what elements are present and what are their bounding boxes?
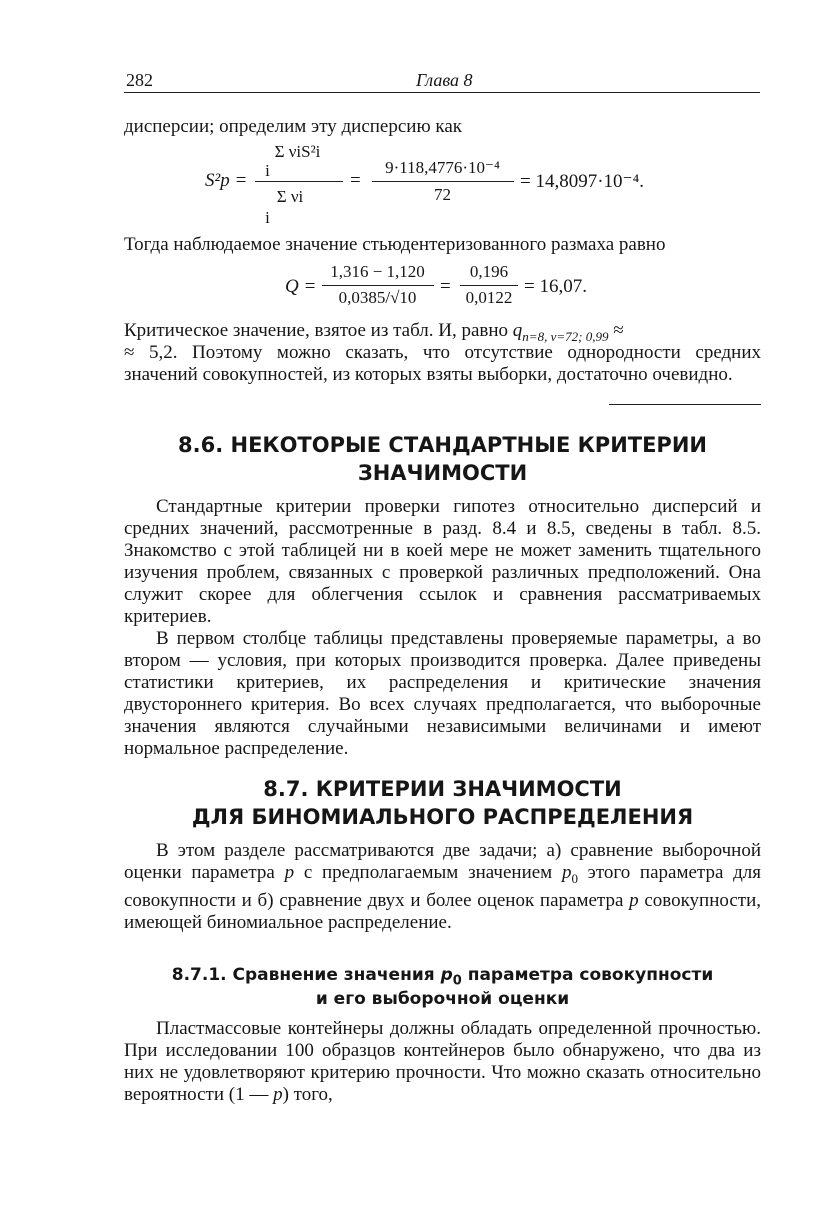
section-8-7-title-1: 8.7. КРИТЕРИИ ЗНАЧИМОСТИ [263, 777, 622, 801]
ss-para-b: ) того, [282, 1084, 333, 1105]
eq1-den1-sub: i [265, 208, 270, 227]
critical-para-rest: ≈ 5,2. Поэтому можно сказать, что отсутствие однородности средних значений совокупностей, из которых взяты выборки, достаточно очевидно. [124, 342, 761, 385]
eq2-eq-sign: = [440, 276, 451, 297]
eq1-fraction-bar-1 [255, 181, 343, 182]
eq2-fraction-bar-2 [460, 285, 518, 286]
section-8-7-title-2: ДЛЯ БИНОМИАЛЬНОГО РАСПРЕДЕЛЕНИЯ [191, 805, 694, 829]
running-head: Глава 8 [416, 70, 473, 90]
eq1-result: = 14,8097·10⁻⁴. [520, 171, 644, 192]
critical-text: Критическое значение, взятое из табл. И, равно [124, 320, 509, 341]
header-rule [124, 92, 760, 93]
eq2-num2: 0,196 [469, 262, 509, 281]
approx-sign: ≈ [613, 320, 624, 341]
section-8-6-para-2: В первом столбце таблицы представлены проверяемые параметры, а во втором — условия, при которых производится проверка. Далее приведены статистики критериев, их распределения и критические значения двустороннего критерия. Во всех случаях предполагается, что выборочные значения являются случайными независимыми величинами и имеют нормальное распределение. [124, 628, 761, 759]
subsection-8-7-1-para-1 [124, 1018, 761, 1106]
ss-para-a: Пластмассовые контейнеры должны обладать определенной прочностью. При исследовании 100 образцов контейнеров было обнаружено, что два из них не удовлетворяют критерию прочности. Что можно сказать относительно вероятности (1 — [124, 1018, 761, 1105]
section-8-6-para-1: Стандартные критерии проверки гипотез относительно дисперсий и средних значений, рассмотренные в разд. 8.4 и 8.5, сведены в табл. 8.5. Знакомство с этой таблицей ни в коей мере не может заменить тщательного изучения проблем, связанных с проверкой различных предположений. Она служит скорее для облегчения ссылок и сравнения рассматриваемых критериев. [124, 496, 761, 627]
section-8-7-para-1 [124, 840, 761, 934]
eq1-eq-sign: = [350, 170, 361, 191]
eq1-den2: 72 [434, 185, 451, 204]
intro-line: дисперсии; определим эту дисперсию как [124, 116, 463, 137]
param-p0: p [561, 862, 572, 883]
then-line: Тогда наблюдаемое значение стьюдентеризованного размаха равно [124, 234, 666, 255]
eq2-lhs: Q = [285, 276, 317, 297]
eq1-num1-sub: i [265, 161, 270, 180]
section-8-6-title-2: ЗНАЧИМОСТИ [357, 461, 528, 485]
s87-text-c: этого параметра для совокупности и б) сравнение двух и более оценок параметра [124, 862, 762, 911]
subsection-8-7-1-title-2: и его выборочной оценки [315, 989, 570, 1009]
ss-title-a: 8.7.1. Сравнение значения [171, 965, 435, 985]
eq1-num1: Σ νiS²i [274, 142, 321, 161]
eq2-den1: 0,0385/√10 [338, 288, 417, 307]
eq1-fraction-bar-2 [372, 181, 514, 182]
ss-para-p: p [273, 1084, 283, 1105]
s87-text-b: с предполагаемым значением [303, 862, 553, 883]
param-p-2: p [629, 889, 639, 911]
ss-title-b: параметра совокупности [467, 965, 714, 985]
eq1-den1: Σ νi [276, 187, 304, 206]
section-8-6-title-1: 8.6. НЕКОТОРЫЕ СТАНДАРТНЫЕ КРИТЕРИИ [178, 433, 707, 457]
end-rule [609, 404, 761, 405]
q-symbol: q [512, 320, 523, 341]
s87-text-d: совокупности, имеющей биномиальное распределение. [124, 889, 762, 933]
eq1-num2: 9·118,4776·10⁻⁴ [385, 158, 500, 177]
s87-text-a: В этом разделе рассматриваются две задачи; а) сравнение выборочной оценки параметра [124, 840, 761, 883]
ss-title-p: p [440, 965, 453, 985]
eq2-fraction-bar-1 [322, 285, 434, 286]
page-number: 282 [126, 70, 153, 90]
eq1-lhs: S²p = [205, 170, 248, 191]
eq2-den2: 0,0122 [465, 288, 513, 307]
eq2-result: = 16,07. [524, 276, 587, 297]
eq2-num1: 1,316 − 1,120 [330, 262, 425, 281]
ss-title-p-sub: 0 [452, 973, 462, 989]
param-p0-sub: 0 [571, 870, 578, 886]
page-header [124, 66, 760, 92]
q-subscript: n=8, ν=72; 0,99 [522, 328, 609, 344]
param-p: p [284, 862, 295, 883]
